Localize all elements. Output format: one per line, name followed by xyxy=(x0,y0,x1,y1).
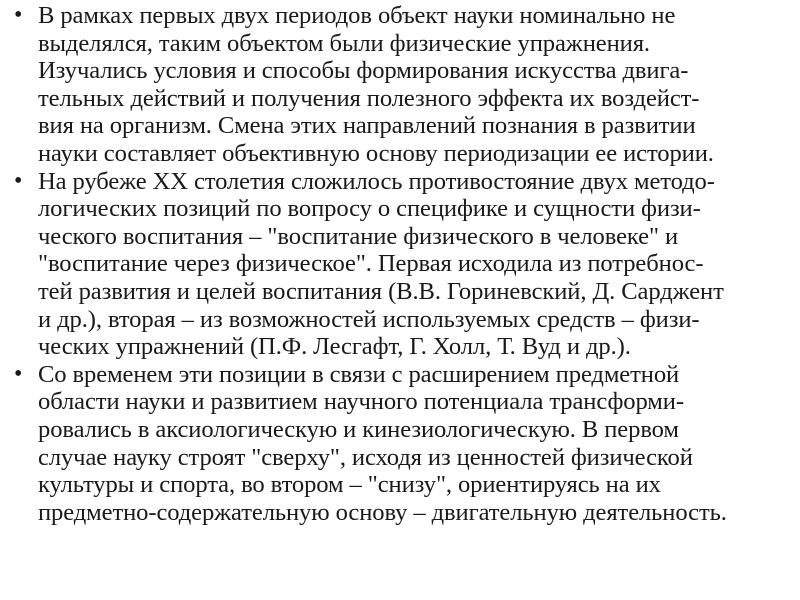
paragraph-line: ческого воспитания – "воспитание физического в человеке" и xyxy=(38,222,679,250)
paragraph-line: науки составляет объективную основу периодизации ее истории. xyxy=(38,139,714,167)
bullet-item-1 xyxy=(12,2,790,168)
paragraph-line: области науки и развитием научного потенциала трансформи- xyxy=(38,388,684,416)
paragraph-line: логических позиций по вопросу о специфике и сущности физи- xyxy=(38,195,701,223)
bullet-list xyxy=(12,2,790,526)
bullet-item-2 xyxy=(12,168,790,361)
paragraph-line: В рамках первых двух периодов объект науки номинально не xyxy=(38,2,676,29)
bullet-icon: • xyxy=(14,360,23,387)
paragraph-line: "воспитание через физическое". Первая исходила из потребнос- xyxy=(38,250,704,278)
paragraph-line: и др.), вторая – из возможностей используемых средств – физи- xyxy=(38,305,700,333)
bullet-item-3 xyxy=(12,361,790,527)
bullet-icon: • xyxy=(14,2,23,28)
paragraph-line: Изучались условия и способы формирования искусства двига- xyxy=(38,57,689,85)
paragraph-line: предметно-содержательную основу – двигательную деятельность. xyxy=(38,498,727,526)
bullet-icon: • xyxy=(14,167,23,194)
paragraph-line: выделялся, таким объектом были физические упражнения. xyxy=(38,29,650,57)
paragraph-line: тей развития и целей воспитания (В.В. Гориневский, Д. Сарджент xyxy=(38,277,724,305)
paragraph-line: Со временем эти позиции в связи с расширением предметной xyxy=(38,360,680,388)
paragraph-line: На рубеже XX столетия сложилось противостояние двух методо- xyxy=(38,167,715,195)
paragraph-line: вия на организм. Смена этих направлений познания в развитии xyxy=(38,112,696,140)
paragraph-line: ровались в аксиологическую и кинезиологическую. В первом xyxy=(38,415,679,443)
paragraph-line: культуры и спорта, во втором – "снизу", ориентируясь на их xyxy=(38,471,661,499)
paragraph-line: тельных действий и получения полезного эффекта их воздейст- xyxy=(38,84,700,112)
paragraph-line: случае науку строят "сверху", исходя из ценностей физической xyxy=(38,443,693,471)
paragraph-line: ческих упражнений (П.Ф. Лесгафт, Г. Холл, Т. Вуд и др.). xyxy=(38,333,631,361)
